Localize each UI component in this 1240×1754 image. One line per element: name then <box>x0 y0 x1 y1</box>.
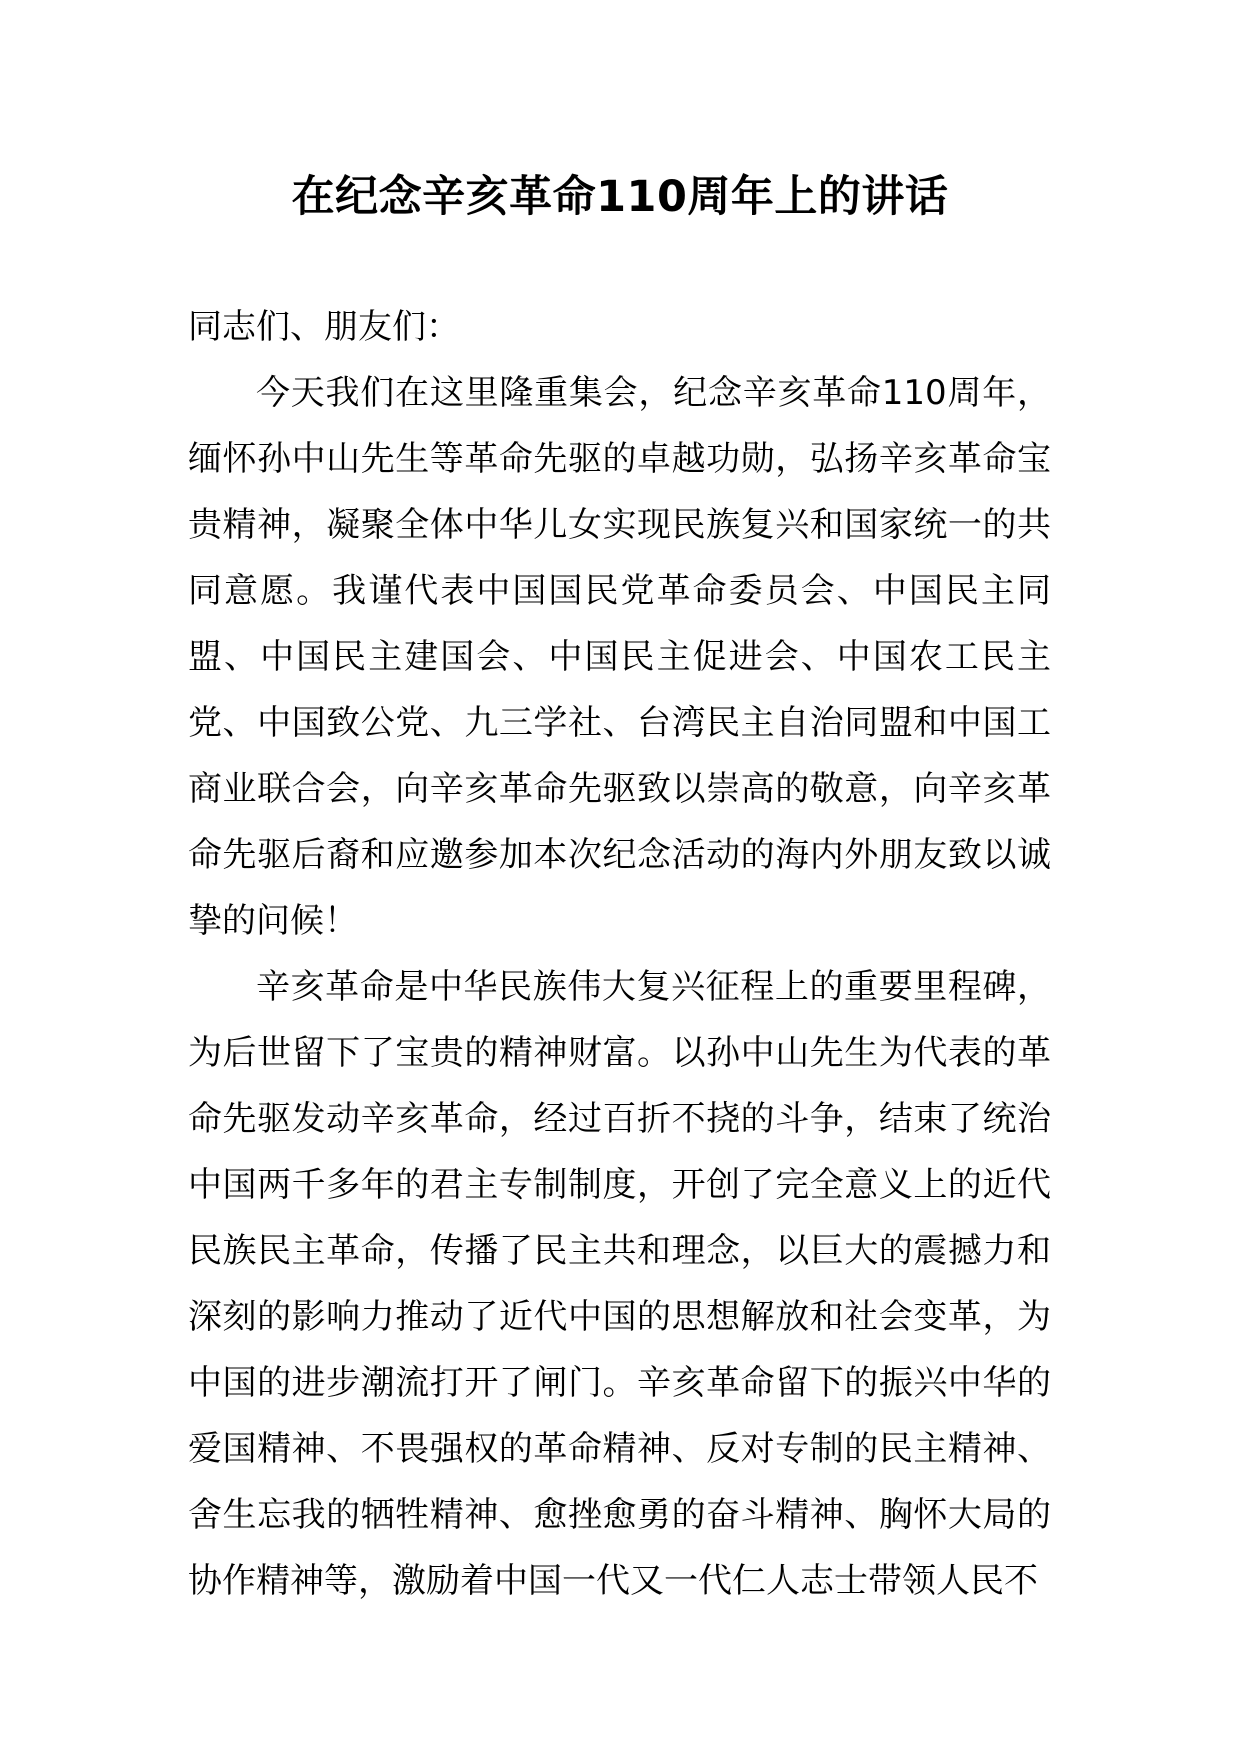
document-title: 在纪念辛亥革命110周年上的讲话 <box>291 172 949 222</box>
paragraph-significance: 辛亥革命是中华民族伟大复兴征程上的重要里程碑，为后世留下了宝贵的精神财富。以孙中山先生为代表的革命先驱发动辛亥革命，经过百折不挠的斗争，结束了统治中国两千多年的君主专制制度，开创了完全意义上的近代民族民主革命，传播了民主共和理念，以巨大的震撼力和深刻的影响力推动了近代中国的思想解放和社会变革，为中国的进步潮流打开了闸门。辛亥革命留下的振兴中华的爱国精神、不畏强权的革命精神、反对专制的民主精神、舍生忘我的牺牲精神、愈挫愈勇的奋斗精神、胸怀大局的协作精神等，激励着中国一代又一代仁人志士带领人民不 <box>188 967 1051 1601</box>
paragraph-opening: 今天我们在这里隆重集会，纪念辛亥革命110周年，缅怀孙中山先生等革命先驱的卓越功勋，弘扬辛亥革命宝贵精神，凝聚全体中华儿女实现民族复兴和国家统一的共同意愿。我谨代表中国国民党革命委员会、中国民主同盟、中国民主建国会、中国民主促进会、中国农工民主党、中国致公党、九三学社、台湾民主自治同盟和中国工商业联合会，向辛亥革命先驱致以崇高的敬意，向辛亥革命先驱后裔和应邀参加本次纪念活动的海内外朋友致以诚挚的问候！ <box>188 373 1051 941</box>
document-body <box>188 294 1051 1614</box>
salutation: 同志们、朋友们： <box>188 307 460 347</box>
